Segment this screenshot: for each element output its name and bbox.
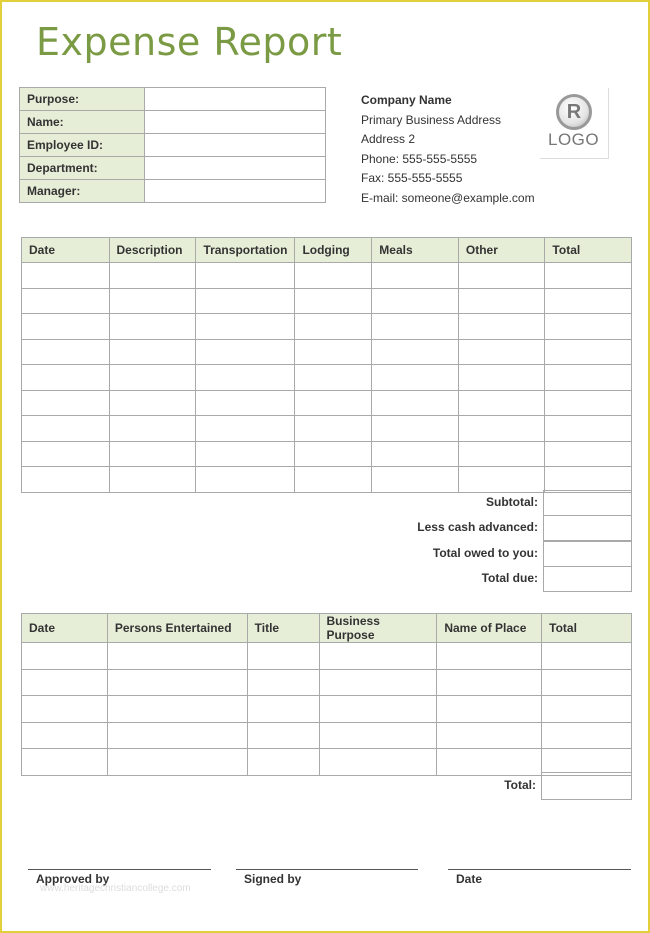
logo-text: LOGO — [548, 130, 600, 149]
column-header: Other — [458, 238, 545, 263]
table-cell[interactable] — [372, 314, 459, 340]
info-value-field[interactable] — [145, 134, 326, 157]
table-cell[interactable] — [247, 722, 319, 749]
table-cell[interactable] — [545, 416, 632, 442]
table-cell[interactable] — [247, 669, 319, 696]
cash-advanced-row — [2, 515, 632, 540]
column-header: Total — [545, 238, 632, 263]
table-cell[interactable] — [372, 339, 459, 365]
company-logo — [540, 88, 609, 159]
cash-advanced-label: Less cash advanced: — [417, 520, 538, 534]
company-phone: Phone: 555-555-5555 — [361, 151, 478, 166]
table-cell[interactable] — [109, 288, 196, 314]
date-label: Date — [456, 872, 483, 886]
table-row — [22, 263, 632, 289]
table-cell[interactable] — [22, 390, 110, 416]
table-cell[interactable] — [372, 288, 459, 314]
entertainment-total-label: Total: — [504, 778, 536, 792]
table-cell[interactable] — [372, 365, 459, 391]
info-label: Purpose: — [20, 88, 145, 111]
cash-advanced-field[interactable] — [543, 515, 632, 541]
column-header: Persons Entertained — [107, 614, 247, 643]
expense-table — [21, 237, 632, 493]
table-cell[interactable] — [545, 263, 632, 289]
table-cell[interactable] — [458, 441, 545, 467]
table-cell[interactable] — [458, 263, 545, 289]
info-value-field[interactable] — [145, 88, 326, 111]
table-cell[interactable] — [109, 263, 196, 289]
info-row — [20, 111, 326, 134]
table-cell[interactable] — [295, 365, 372, 391]
table-cell[interactable] — [542, 722, 632, 749]
table-cell[interactable] — [542, 669, 632, 696]
table-cell[interactable] — [22, 339, 110, 365]
page-title: Expense Report — [36, 20, 343, 64]
info-row — [20, 134, 326, 157]
info-row — [20, 88, 326, 111]
table-cell[interactable] — [437, 643, 542, 670]
table-cell[interactable] — [372, 263, 459, 289]
table-cell[interactable] — [458, 339, 545, 365]
table-cell[interactable] — [319, 643, 437, 670]
table-cell[interactable] — [295, 441, 372, 467]
column-header: Date — [22, 238, 110, 263]
entertainment-table — [21, 613, 632, 776]
table-cell[interactable] — [295, 263, 372, 289]
column-header: Title — [247, 614, 319, 643]
table-row — [22, 643, 632, 670]
table-cell[interactable] — [109, 416, 196, 442]
table-cell[interactable] — [295, 467, 372, 493]
owed-row — [2, 541, 632, 566]
table-cell[interactable] — [22, 643, 108, 670]
table-cell[interactable] — [545, 390, 632, 416]
table-cell[interactable] — [247, 643, 319, 670]
company-fax: Fax: 555-555-5555 — [361, 171, 463, 185]
table-row — [22, 722, 632, 749]
company-email: E-mail: someone@example.com — [361, 190, 535, 205]
table-row — [22, 696, 632, 723]
column-header: Description — [109, 238, 196, 263]
table-cell[interactable] — [437, 696, 542, 723]
table-cell[interactable] — [22, 441, 110, 467]
table-cell[interactable] — [295, 390, 372, 416]
table-cell[interactable] — [196, 467, 295, 493]
table-cell[interactable] — [247, 696, 319, 723]
column-header: Name of Place — [437, 614, 542, 643]
info-value-field[interactable] — [145, 157, 326, 180]
table-cell[interactable] — [196, 288, 295, 314]
table-cell[interactable] — [545, 339, 632, 365]
table-cell[interactable] — [109, 441, 196, 467]
table-row — [22, 288, 632, 314]
info-label: Name: — [20, 111, 145, 134]
table-row — [22, 365, 632, 391]
entertainment-total-field[interactable] — [541, 772, 632, 800]
table-cell[interactable] — [109, 390, 196, 416]
table-cell[interactable] — [545, 314, 632, 340]
table-cell[interactable] — [196, 314, 295, 340]
column-header: Meals — [372, 238, 459, 263]
table-cell[interactable] — [22, 416, 110, 442]
owed-field[interactable] — [543, 541, 632, 567]
column-header: Transportation — [196, 238, 295, 263]
info-row — [20, 180, 326, 203]
info-row — [20, 157, 326, 180]
table-cell[interactable] — [107, 722, 247, 749]
table-cell[interactable] — [109, 365, 196, 391]
table-cell[interactable] — [22, 263, 110, 289]
table-cell[interactable] — [109, 339, 196, 365]
table-cell[interactable] — [458, 416, 545, 442]
table-cell[interactable] — [196, 339, 295, 365]
info-value-field[interactable] — [145, 111, 326, 134]
due-row — [2, 566, 632, 591]
table-cell[interactable] — [107, 696, 247, 723]
info-label: Employee ID: — [20, 134, 145, 157]
table-cell[interactable] — [196, 390, 295, 416]
table-cell[interactable] — [545, 467, 632, 493]
table-cell[interactable] — [319, 696, 437, 723]
subtotal-label: Subtotal: — [486, 495, 538, 509]
column-header: Date — [22, 614, 108, 643]
table-cell[interactable] — [196, 441, 295, 467]
table-cell[interactable] — [295, 339, 372, 365]
table-cell[interactable] — [22, 722, 108, 749]
info-label: Department: — [20, 157, 145, 180]
table-cell[interactable] — [22, 314, 110, 340]
table-cell[interactable] — [372, 416, 459, 442]
table-cell[interactable] — [319, 669, 437, 696]
owed-label: Total owed to you: — [432, 546, 538, 560]
table-cell[interactable] — [545, 365, 632, 391]
table-cell[interactable] — [22, 365, 110, 391]
table-row — [22, 339, 632, 365]
table-cell[interactable] — [107, 669, 247, 696]
table-cell[interactable] — [295, 314, 372, 340]
signed-by-label: Signed by — [244, 872, 302, 886]
table-cell[interactable] — [372, 441, 459, 467]
company-info — [361, 91, 535, 208]
table-row — [22, 314, 632, 340]
due-label: Total due: — [481, 571, 538, 585]
column-header: Lodging — [295, 238, 372, 263]
table-row — [22, 669, 632, 696]
watermark: www.heritagechristiancollege.com — [40, 883, 191, 894]
table-cell[interactable] — [109, 467, 196, 493]
company-name: Company Name — [361, 93, 452, 107]
table-cell[interactable] — [22, 669, 108, 696]
approved-by-label: Approved by — [36, 872, 110, 886]
company-address-2: Address 2 — [361, 132, 416, 146]
table-cell[interactable] — [372, 390, 459, 416]
table-cell[interactable] — [437, 669, 542, 696]
subtotal-field[interactable] — [543, 490, 632, 516]
table-cell[interactable] — [437, 722, 542, 749]
table-cell[interactable] — [545, 288, 632, 314]
table-row — [22, 441, 632, 467]
table-row — [22, 416, 632, 442]
table-cell[interactable] — [458, 390, 545, 416]
entertainment-total-row — [2, 772, 632, 800]
table-cell[interactable] — [107, 643, 247, 670]
table-cell[interactable] — [458, 365, 545, 391]
table-cell[interactable] — [196, 416, 295, 442]
table-cell[interactable] — [22, 288, 110, 314]
table-cell[interactable] — [458, 314, 545, 340]
registered-icon: R — [556, 94, 592, 130]
table-cell[interactable] — [295, 288, 372, 314]
table-cell[interactable] — [22, 467, 110, 493]
table-cell[interactable] — [295, 416, 372, 442]
table-cell[interactable] — [542, 643, 632, 670]
info-label: Manager: — [20, 180, 145, 203]
table-cell[interactable] — [319, 722, 437, 749]
table-cell[interactable] — [542, 696, 632, 723]
table-cell[interactable] — [458, 467, 545, 493]
company-address-1: Primary Business Address — [361, 112, 502, 127]
employee-info-table — [19, 87, 326, 203]
table-row — [22, 467, 632, 493]
subtotal-row — [2, 490, 632, 515]
column-header: Total — [542, 614, 632, 643]
table-cell[interactable] — [196, 263, 295, 289]
date-line[interactable] — [448, 869, 631, 886]
table-row — [22, 390, 632, 416]
due-field[interactable] — [543, 566, 632, 592]
table-cell[interactable] — [458, 288, 545, 314]
table-cell[interactable] — [109, 314, 196, 340]
table-cell[interactable] — [545, 441, 632, 467]
table-cell[interactable] — [22, 696, 108, 723]
table-cell[interactable] — [196, 365, 295, 391]
signed-by-line[interactable] — [236, 869, 418, 886]
info-value-field[interactable] — [145, 180, 326, 203]
column-header: Business Purpose — [319, 614, 437, 643]
table-cell[interactable] — [372, 467, 459, 493]
